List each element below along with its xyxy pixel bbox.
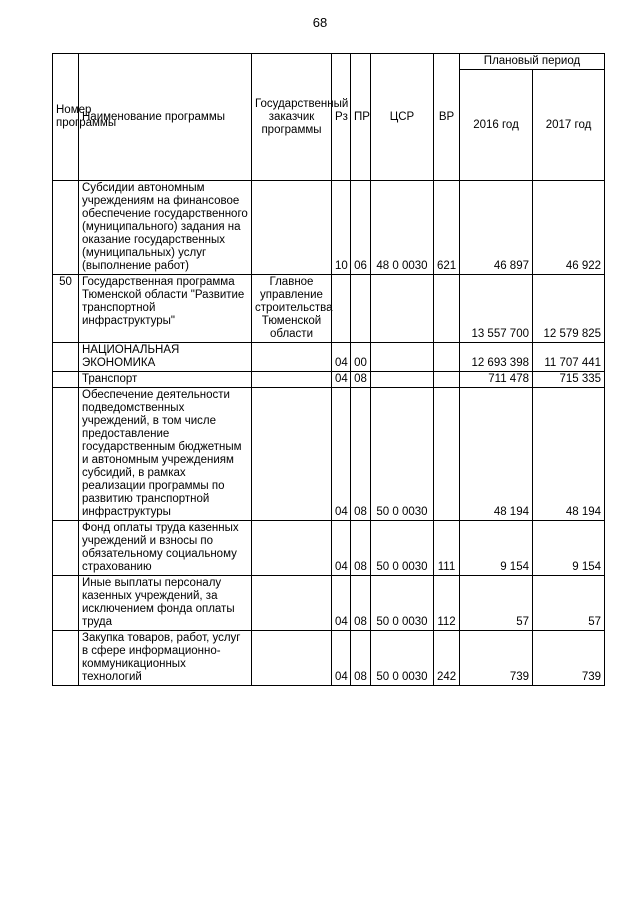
row-num bbox=[53, 181, 79, 275]
row-num bbox=[53, 576, 79, 631]
row-csr bbox=[371, 343, 434, 372]
row-customer bbox=[252, 576, 332, 631]
row-name: Государственная программа Тюменской области "Развитие транспортной инфраструктуры" bbox=[79, 275, 252, 343]
header-csr: ЦСР bbox=[371, 54, 434, 181]
row-rz bbox=[332, 275, 351, 343]
page-number: 68 bbox=[312, 15, 328, 30]
row-rz: 04 bbox=[332, 521, 351, 576]
row-pr: 08 bbox=[351, 521, 371, 576]
row-customer bbox=[252, 181, 332, 275]
row-vr: 621 bbox=[434, 181, 460, 275]
row-pr: 00 bbox=[351, 343, 371, 372]
row-csr: 50 0 0030 bbox=[371, 576, 434, 631]
header-2017: 2017 год bbox=[533, 70, 605, 181]
table-row bbox=[53, 631, 605, 686]
row-customer bbox=[252, 521, 332, 576]
row-name: Обеспечение деятельности подведомственных учреждений, в том числе предоставление государственным бюджетным и автономным учреждениям субсидий, в рамках реализации программы по развитию транспортной инфраструктуры bbox=[79, 388, 252, 521]
row-pr: 08 bbox=[351, 576, 371, 631]
table-row bbox=[53, 521, 605, 576]
row-rz: 04 bbox=[332, 631, 351, 686]
header-rz: Рз bbox=[332, 54, 351, 181]
header-customer: Государственный заказчик программы bbox=[252, 54, 332, 181]
row-2016: 711 478 bbox=[460, 372, 533, 388]
table-row bbox=[53, 343, 605, 372]
row-num bbox=[53, 343, 79, 372]
row-vr bbox=[434, 388, 460, 521]
row-2017: 48 194 bbox=[533, 388, 605, 521]
row-rz: 04 bbox=[332, 576, 351, 631]
table-row bbox=[53, 576, 605, 631]
row-csr bbox=[371, 372, 434, 388]
row-name: Фонд оплаты труда казенных учреждений и взносы по обязательному социальному страхованию bbox=[79, 521, 252, 576]
row-2016: 9 154 bbox=[460, 521, 533, 576]
row-pr: 08 bbox=[351, 388, 371, 521]
table-row bbox=[53, 372, 605, 388]
row-pr: 06 bbox=[351, 181, 371, 275]
table-row bbox=[53, 181, 605, 275]
row-vr: 111 bbox=[434, 521, 460, 576]
row-csr: 50 0 0030 bbox=[371, 388, 434, 521]
row-csr: 50 0 0030 bbox=[371, 521, 434, 576]
row-2017: 57 bbox=[533, 576, 605, 631]
table-row bbox=[53, 388, 605, 521]
row-vr: 242 bbox=[434, 631, 460, 686]
row-2017: 12 579 825 bbox=[533, 275, 605, 343]
row-name: Иные выплаты персоналу казенных учреждений, за исключением фонда оплаты труда bbox=[79, 576, 252, 631]
row-num bbox=[53, 521, 79, 576]
header-2016: 2016 год bbox=[460, 70, 533, 181]
row-2017: 9 154 bbox=[533, 521, 605, 576]
row-pr: 08 bbox=[351, 631, 371, 686]
row-vr: 112 bbox=[434, 576, 460, 631]
header-planning-period: Плановый период bbox=[460, 54, 605, 70]
row-2017: 11 707 441 bbox=[533, 343, 605, 372]
row-csr: 50 0 0030 bbox=[371, 631, 434, 686]
row-2016: 739 bbox=[460, 631, 533, 686]
row-customer bbox=[252, 388, 332, 521]
row-2016: 12 693 398 bbox=[460, 343, 533, 372]
table-row bbox=[53, 275, 605, 343]
row-rz: 04 bbox=[332, 388, 351, 521]
row-csr: 48 0 0030 bbox=[371, 181, 434, 275]
row-2016: 13 557 700 bbox=[460, 275, 533, 343]
row-pr: 08 bbox=[351, 372, 371, 388]
row-2017: 46 922 bbox=[533, 181, 605, 275]
row-pr bbox=[351, 275, 371, 343]
row-2016: 46 897 bbox=[460, 181, 533, 275]
row-num bbox=[53, 388, 79, 521]
row-2017: 715 335 bbox=[533, 372, 605, 388]
row-customer bbox=[252, 372, 332, 388]
row-customer bbox=[252, 631, 332, 686]
row-customer: Главное управление строительства Тюменской области bbox=[252, 275, 332, 343]
header-row bbox=[53, 54, 605, 70]
row-num bbox=[53, 372, 79, 388]
row-2017: 739 bbox=[533, 631, 605, 686]
header-pr: ПР bbox=[351, 54, 371, 181]
row-2016: 48 194 bbox=[460, 388, 533, 521]
row-name: Субсидии автономным учреждениям на финансовое обеспечение государственного (муниципального) задания на оказание государственных (муниципальных) услуг (выполнение работ) bbox=[79, 181, 252, 275]
row-rz: 10 bbox=[332, 181, 351, 275]
row-num bbox=[53, 631, 79, 686]
header-vr: ВР bbox=[434, 54, 460, 181]
row-vr bbox=[434, 372, 460, 388]
header-name: Наименование программы bbox=[79, 54, 252, 181]
row-num: 50 bbox=[53, 275, 79, 343]
program-budget-table bbox=[52, 53, 605, 686]
row-rz: 04 bbox=[332, 343, 351, 372]
row-name: НАЦИОНАЛЬНАЯ ЭКОНОМИКА bbox=[79, 343, 252, 372]
row-vr bbox=[434, 343, 460, 372]
row-csr bbox=[371, 275, 434, 343]
row-name: Закупка товаров, работ, услуг в сфере информационно-коммуникационных технологий bbox=[79, 631, 252, 686]
row-rz: 04 bbox=[332, 372, 351, 388]
row-2016: 57 bbox=[460, 576, 533, 631]
row-customer bbox=[252, 343, 332, 372]
row-name: Транспорт bbox=[79, 372, 252, 388]
row-vr bbox=[434, 275, 460, 343]
header-num: Номер программы bbox=[53, 54, 79, 181]
